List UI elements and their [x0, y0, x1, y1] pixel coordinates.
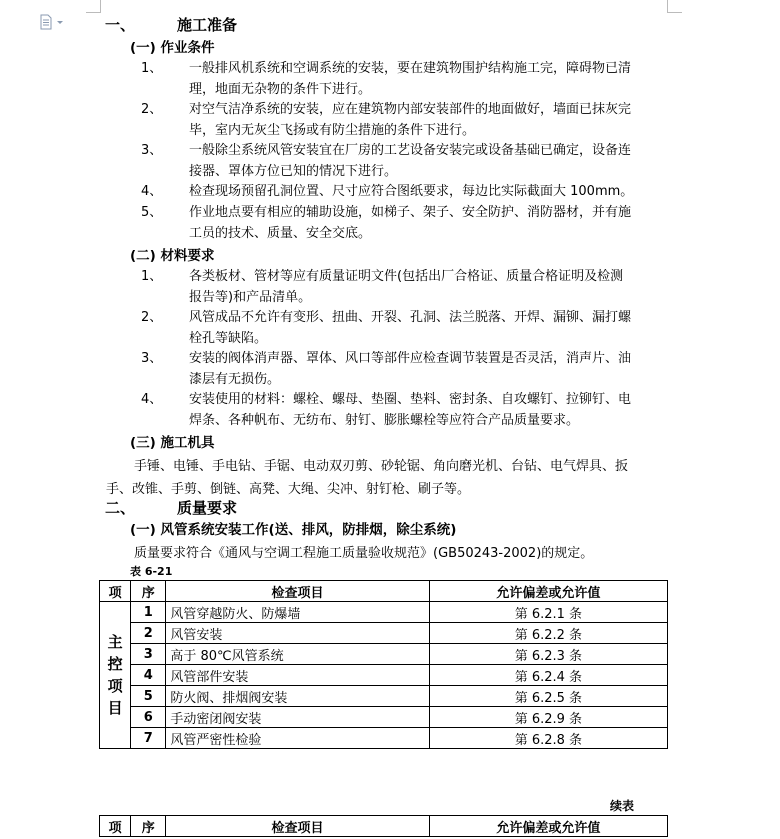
row-tolerance: 第 6.2.4 条	[429, 665, 667, 686]
list-item-text: 各类板材、管材等应有质量证明文件(包括出厂合格证、质量合格证明及检测	[189, 269, 624, 284]
inspection-table	[99, 580, 668, 749]
list-item-text: 作业地点要有相应的辅助设施，如梯子、架子、安全防护、消防器材，并有施	[189, 205, 632, 220]
row-seq: 7	[131, 728, 166, 749]
row-tolerance: 第 6.2.2 条	[429, 623, 667, 644]
row-seq: 5	[131, 686, 166, 707]
continued-table-header-row	[100, 816, 668, 837]
table-row	[100, 665, 668, 686]
list-item-text-continued: 漆层有无损伤。	[189, 372, 281, 387]
section-2-number: 二、	[105, 499, 136, 517]
row-check-item: 手动密闭阀安装	[166, 707, 429, 728]
tools-line-2: 手、改锥、手剪、倒链、高凳、大绳、尖冲、射钉枪、刷子等。	[106, 482, 471, 497]
row-check-item: 防火阀、排烟阀安装	[166, 686, 429, 707]
subsection-tools: (三) 施工机具	[130, 435, 215, 451]
table-row	[100, 644, 668, 665]
list-item-number: 3、	[141, 143, 163, 158]
continued-table	[99, 815, 668, 837]
list-item-text-continued: 工员的技术、质量、安全交底。	[189, 226, 372, 241]
list-item-number: 4、	[141, 392, 163, 407]
table-body	[100, 602, 668, 749]
tools-line-1: 手锤、电锤、手电钻、手锯、电动双刃剪、砂轮锯、角向磨光机、台钻、电气焊具、扳	[134, 459, 629, 474]
list-item-text-continued: 接器、罩体方位已知的情况下进行。	[189, 164, 398, 179]
list-item-text-continued: 毕，室内无灰尘飞扬或有防尘措施的条件下进行。	[189, 123, 476, 138]
row-tolerance: 第 6.2.3 条	[429, 644, 667, 665]
subsection-duct-installation: (一) 风管系统安装工作(送、排风，防排烟，除尘系统)	[130, 522, 457, 538]
row-tolerance: 第 6.2.1 条	[429, 602, 667, 623]
list-item-number: 4、	[141, 184, 163, 199]
header-category: 项	[100, 581, 131, 602]
table-header-row	[100, 581, 668, 602]
header-category: 项	[100, 816, 131, 837]
list-item-text: 安装使用的材料：螺栓、螺母、垫圈、垫料、密封条、自攻螺钉、拉铆钉、电	[189, 392, 632, 407]
list-item-number: 1、	[141, 269, 163, 284]
row-seq: 1	[131, 602, 166, 623]
row-tolerance: 第 6.2.8 条	[429, 728, 667, 749]
header-seq: 序	[131, 816, 166, 837]
document-options-icon[interactable]	[40, 14, 68, 34]
group-label-text: 主控项目	[107, 633, 123, 717]
group-label-main-control	[100, 602, 131, 749]
section-1-number: 一、	[105, 16, 136, 34]
row-tolerance: 第 6.2.5 条	[429, 686, 667, 707]
list-item-number: 3、	[141, 351, 163, 366]
row-check-item: 风管部件安装	[166, 665, 429, 686]
list-item-text-continued: 焊条、各种帆布、无纺布、射钉、膨胀螺栓等应符合产品质量要求。	[189, 413, 580, 428]
list-item-number: 5、	[141, 205, 163, 220]
page-corner-mark-left	[86, 0, 101, 13]
subsection-material-requirements: (二) 材料要求	[130, 248, 215, 264]
page-corner-mark-right	[667, 0, 682, 13]
header-check-item: 检查项目	[166, 581, 429, 602]
list-item-number: 2、	[141, 310, 163, 325]
header-seq: 序	[131, 581, 166, 602]
list-item-text: 风管成品不允许有变形、扭曲、开裂、孔洞、法兰脱落、开焊、漏铆、漏打螺	[189, 310, 632, 325]
list-item-text: 检查现场预留孔洞位置、尺寸应符合图纸要求，每边比实际截面大 100mm。	[189, 184, 634, 199]
continued-table-caption: 续表	[610, 799, 635, 813]
table-caption: 表 6-21	[130, 565, 173, 578]
quality-requirement-text: 质量要求符合《通风与空调工程施工质量验收规范》(GB50243-2002)的规定。	[134, 546, 594, 561]
list-item-text-continued: 报告等)和产品清单。	[189, 290, 312, 305]
header-check-item: 检查项目	[166, 816, 429, 837]
list-item-number: 2、	[141, 102, 163, 117]
table-row	[100, 623, 668, 644]
row-seq: 2	[131, 623, 166, 644]
section-1-title: 施工准备	[177, 16, 238, 34]
row-check-item: 风管严密性检验	[166, 728, 429, 749]
row-check-item: 高于 80℃风管系统	[166, 644, 429, 665]
header-tolerance: 允许偏差或允许值	[429, 581, 667, 602]
row-seq: 3	[131, 644, 166, 665]
row-tolerance: 第 6.2.9 条	[429, 707, 667, 728]
row-seq: 4	[131, 665, 166, 686]
list-item-text: 安装的阀体消声器、罩体、风口等部件应检查调节装置是否灵活，消声片、油	[189, 351, 632, 366]
list-item-text: 一般排风机系统和空调系统的安装，要在建筑物围护结构施工完，障碍物已清	[189, 61, 632, 76]
section-2-title: 质量要求	[177, 499, 238, 517]
page-icon	[40, 14, 68, 30]
list-item-text-continued: 理，地面无杂物的条件下进行。	[189, 82, 372, 97]
row-check-item: 风管安装	[166, 623, 429, 644]
list-item-number: 1、	[141, 61, 163, 76]
row-seq: 6	[131, 707, 166, 728]
header-tolerance: 允许偏差或允许值	[429, 816, 667, 837]
list-item-text: 一般除尘系统风管安装宜在厂房的工艺设备安装完或设备基础已确定，设备连	[189, 143, 632, 158]
table-row	[100, 707, 668, 728]
list-item-text: 对空气洁净系统的安装，应在建筑物内部安装部件的地面做好，墙面已抹灰完	[189, 102, 632, 117]
list-item-text-continued: 栓孔等缺陷。	[189, 331, 268, 346]
subsection-work-conditions: (一) 作业条件	[130, 40, 215, 56]
row-check-item: 风管穿越防火、防爆墙	[166, 602, 429, 623]
table-row	[100, 686, 668, 707]
table-row	[100, 602, 668, 623]
table-row	[100, 728, 668, 749]
